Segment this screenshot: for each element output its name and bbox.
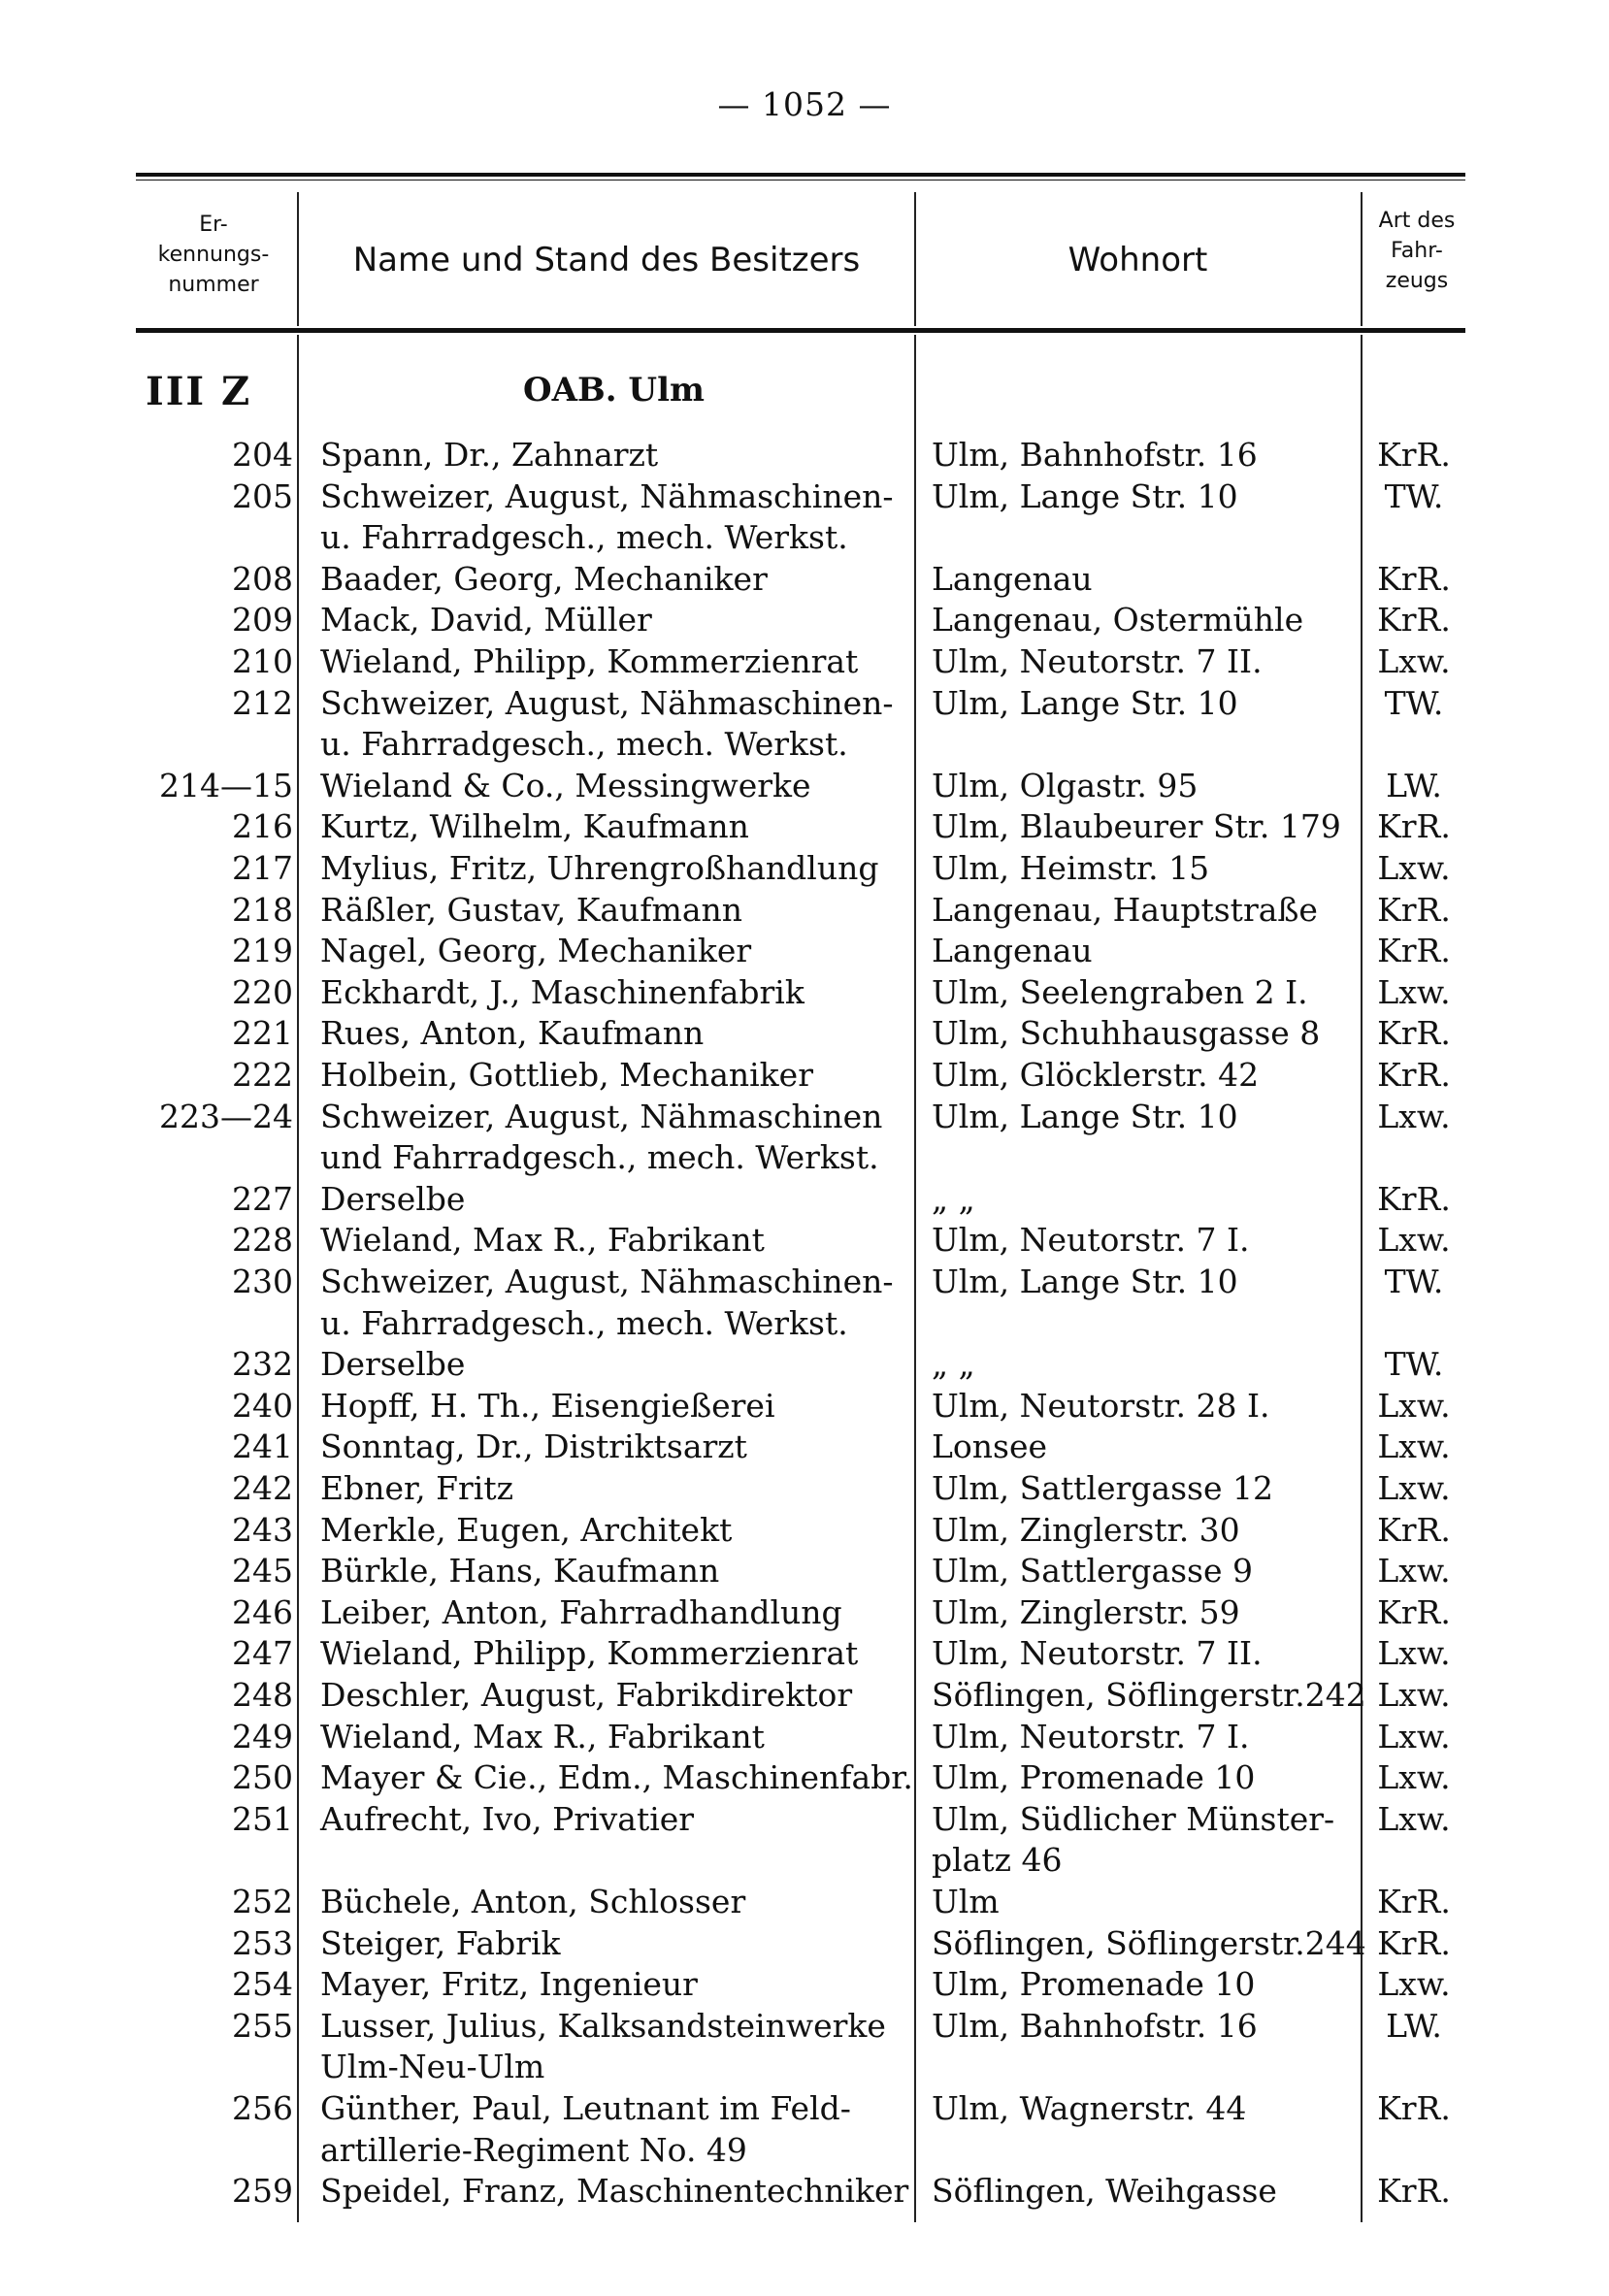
table-row [0, 600, 1609, 640]
table-row [0, 1757, 1609, 1798]
cell-number: 249 [232, 1717, 293, 1755]
table-row [0, 766, 1609, 806]
cell-art: KrR. [1377, 2089, 1451, 2127]
cell-name: Spann, Dr., Zahnarzt [320, 436, 659, 474]
cell-art: KrR. [1377, 890, 1451, 929]
cell-art: Lxw. [1377, 1386, 1451, 1425]
cell-wohnort: Ulm, Neutorstr. 7 I. [932, 1221, 1250, 1260]
cell-number: 254 [232, 1965, 293, 2004]
cell-art: Lxw. [1377, 1758, 1451, 1797]
cell-name: Schweizer, August, Nähmaschinen- [320, 683, 894, 722]
table-row [0, 1964, 1609, 2005]
table-row [0, 1675, 1609, 1716]
cell-name: Derselbe [320, 1345, 466, 1384]
cell-wohnort: Ulm, Sattlergasse 12 [932, 1469, 1273, 1507]
cell-art: Lxw. [1377, 1097, 1451, 1135]
cell-name: Schweizer, August, Nähmaschinen [320, 1097, 883, 1135]
cell-name: Deschler, August, Fabrikdirektor [320, 1676, 853, 1714]
cell-wohnort: Ulm, Wagnerstr. 44 [932, 2089, 1247, 2127]
cell-number: 221 [232, 1014, 293, 1053]
cell-name: Mayer, Fritz, Ingenieur [320, 1965, 698, 2004]
cell-wohnort: Söflingen, Söflingerstr.244 [932, 1923, 1366, 1962]
table-row [0, 1262, 1609, 1302]
cell-number: 208 [232, 559, 293, 598]
cell-art: Lxw. [1377, 972, 1451, 1011]
cell-number: 212 [232, 683, 293, 722]
cell-name: Rues, Anton, Kaufmann [320, 1014, 705, 1053]
cell-wohnort: Ulm, Schuhhausgasse 8 [932, 1014, 1321, 1053]
cell-name: Büchele, Anton, Schlosser [320, 1883, 746, 1920]
cell-number: 220 [232, 972, 293, 1011]
cell-number: 205 [232, 476, 293, 515]
cell-name: Mylius, Fritz, Uhrengroßhandlung [320, 849, 879, 887]
cell-name: Derselbe [320, 1179, 466, 1218]
table-row [0, 1882, 1609, 1922]
cell-wohnort: Ulm, Lange Str. 10 [932, 1263, 1238, 1300]
table-row [0, 1840, 1609, 1881]
cell-number: 228 [232, 1221, 293, 1260]
cell-wohnort: Ulm, Neutorstr. 7 I. [932, 1717, 1250, 1755]
cell-art: KrR. [1377, 436, 1451, 474]
cell-art: KrR. [1377, 1883, 1451, 1920]
cell-number: 240 [232, 1386, 293, 1425]
cell-art: KrR. [1377, 807, 1451, 846]
cell-name: Ebner, Fritz [320, 1469, 513, 1507]
cell-name: Wieland, Max R., Fabrikant [320, 1717, 765, 1755]
cell-name: Eckhardt, J., Maschinenfabrik [320, 972, 804, 1011]
table-row [0, 1137, 1609, 1178]
header-col-art-line2: Fahr- [1391, 239, 1443, 263]
cell-number: 209 [232, 601, 293, 640]
cell-art: TW. [1384, 683, 1444, 722]
cell-number: 227 [232, 1179, 293, 1218]
cell-art: LW. [1386, 766, 1442, 804]
header-col-art-line1: Art des [1378, 209, 1456, 233]
cell-art: KrR. [1377, 1014, 1451, 1053]
table-row [0, 1427, 1609, 1467]
cell-art: Lxw. [1377, 849, 1451, 887]
cell-wohnort: Ulm, Bahnhofstr. 16 [932, 436, 1258, 474]
cell-wohnort: Ulm, Bahnhofstr. 16 [932, 2006, 1258, 2045]
cell-number: 253 [232, 1923, 293, 1962]
table-row [0, 1468, 1609, 1509]
cell-number: 230 [232, 1263, 293, 1300]
cell-name: Leiber, Anton, Fahrradhandlung [320, 1592, 842, 1631]
cell-wohnort: Ulm, Blaubeurer Str. 179 [932, 807, 1341, 846]
cell-wohnort: „ „ [932, 1345, 975, 1384]
cell-name: Steiger, Fabrik [320, 1923, 561, 1962]
header-col-number-line3: nummer [168, 273, 259, 297]
cell-art: LW. [1386, 2006, 1442, 2045]
table-row [0, 1633, 1609, 1674]
table-row [0, 2047, 1609, 2087]
table-row [0, 683, 1609, 724]
cell-art: KrR. [1377, 559, 1451, 598]
header-col-wohnort: Wohnort [1067, 241, 1208, 279]
cell-wohnort: Söflingen, Weihgasse [932, 2172, 1277, 2211]
cell-wohnort: Ulm, Neutorstr. 28 I. [932, 1386, 1270, 1425]
cell-wohnort: Langenau [932, 559, 1093, 598]
cell-name: und Fahrradgesch., mech. Werkst. [320, 1138, 879, 1177]
cell-number: 218 [232, 890, 293, 929]
table-row [0, 1510, 1609, 1551]
cell-number: 232 [232, 1345, 293, 1384]
cell-name: Schweizer, August, Nähmaschinen- [320, 476, 894, 515]
cell-name: Wieland, Philipp, Kommerzienrat [320, 1634, 859, 1673]
cell-wohnort: Ulm, Promenade 10 [932, 1965, 1256, 2004]
table-row [0, 517, 1609, 558]
table-row [0, 806, 1609, 847]
header-col-number-line1: Er- [199, 213, 228, 237]
header-col-art-line3: zeugs [1385, 269, 1449, 293]
cell-wohnort: Ulm, Promenade 10 [932, 1758, 1256, 1797]
cell-number: 252 [232, 1883, 293, 1920]
cell-number: 216 [232, 807, 293, 846]
cell-wohnort: Ulm, Lange Str. 10 [932, 1097, 1238, 1135]
table-row [0, 1013, 1609, 1054]
cell-wohnort: Langenau, Hauptstraße [932, 890, 1318, 929]
cell-art: Lxw. [1377, 1634, 1451, 1673]
cell-art: KrR. [1377, 601, 1451, 640]
cell-name: Mack, David, Müller [320, 601, 652, 640]
table-row [0, 641, 1609, 682]
table-row [0, 476, 1609, 517]
cell-wohnort: Langenau, Ostermühle [932, 601, 1304, 640]
cell-name: Baader, Georg, Mechaniker [320, 559, 768, 598]
cell-name: Räßler, Gustav, Kaufmann [320, 890, 742, 929]
cell-number: 259 [232, 2172, 293, 2211]
cell-name: Sonntag, Dr., Distriktsarzt [320, 1427, 747, 1466]
table-row [0, 1923, 1609, 1964]
cell-name: Nagel, Georg, Mechaniker [320, 932, 752, 970]
cell-art: Lxw. [1377, 1469, 1451, 1507]
table-row [0, 972, 1609, 1013]
cell-art: KrR. [1377, 1510, 1451, 1549]
cell-art: TW. [1384, 1263, 1444, 1300]
cell-wohnort: Lonsee [932, 1427, 1048, 1466]
cell-name: Ulm-Neu-Ulm [320, 2048, 545, 2086]
cell-name: Hopff, H. Th., Eisengießerei [320, 1386, 775, 1425]
cell-art: Lxw. [1377, 1676, 1451, 1714]
cell-number: 247 [232, 1634, 293, 1673]
cell-art: KrR. [1377, 1056, 1451, 1094]
table-row [0, 1592, 1609, 1633]
cell-number: 210 [232, 642, 293, 680]
table-row [0, 1303, 1609, 1344]
table-row [0, 2130, 1609, 2171]
cell-name: Speidel, Franz, Maschinentechniker [320, 2172, 909, 2211]
table-row [0, 724, 1609, 765]
table-row [0, 2088, 1609, 2129]
cell-art: TW. [1384, 476, 1444, 515]
cell-number: 214—15 [159, 766, 293, 804]
cell-art: KrR. [1377, 1923, 1451, 1962]
cell-name: Wieland & Co., Messingwerke [320, 766, 811, 804]
table-row [0, 890, 1609, 931]
cell-art: Lxw. [1377, 1799, 1451, 1838]
cell-name: u. Fahrradgesch., mech. Werkst. [320, 725, 848, 764]
cell-wohnort: Ulm, Lange Str. 10 [932, 683, 1238, 722]
cell-name: Bürkle, Hans, Kaufmann [320, 1552, 720, 1591]
table-row [0, 931, 1609, 971]
table-row [0, 1097, 1609, 1137]
cell-number: 255 [232, 2006, 293, 2045]
cell-name: Mayer & Cie., Edm., Maschinenfabr. [320, 1758, 913, 1797]
cell-number: 242 [232, 1469, 293, 1507]
table-row [0, 1344, 1609, 1385]
cell-wohnort: Ulm, Zinglerstr. 59 [932, 1592, 1240, 1631]
cell-name: Lusser, Julius, Kalksandsteinwerke [320, 2006, 886, 2045]
section-code: III Z [146, 369, 252, 414]
cell-name: u. Fahrradgesch., mech. Werkst. [320, 1303, 848, 1342]
cell-wohnort: Ulm, Lange Str. 10 [932, 476, 1238, 515]
table-row [0, 1055, 1609, 1096]
cell-number: 217 [232, 849, 293, 887]
cell-name: Kurtz, Wilhelm, Kaufmann [320, 807, 749, 846]
table-row [0, 2171, 1609, 2212]
cell-art: KrR. [1377, 1592, 1451, 1631]
table-row [0, 848, 1609, 889]
cell-name: Schweizer, August, Nähmaschinen- [320, 1263, 894, 1300]
table-row [0, 1551, 1609, 1591]
cell-art: Lxw. [1377, 1427, 1451, 1466]
cell-art: Lxw. [1377, 1717, 1451, 1755]
cell-wohnort: Ulm, Neutorstr. 7 II. [932, 1634, 1263, 1673]
cell-wohnort: Ulm, Seelengraben 2 I. [932, 972, 1308, 1011]
cell-art: KrR. [1377, 932, 1451, 970]
header-col-name: Name und Stand des Besitzers [352, 241, 861, 279]
cell-wohnort: „ „ [932, 1179, 975, 1218]
cell-wohnort: Ulm, Südlicher Münster- [932, 1799, 1335, 1838]
cell-number: 243 [232, 1510, 293, 1549]
header-col-number-line2: kennungs- [157, 243, 270, 267]
cell-number: 245 [232, 1552, 293, 1591]
cell-art: Lxw. [1377, 1221, 1451, 1260]
table-row [0, 1220, 1609, 1261]
table-row [0, 1179, 1609, 1220]
cell-wohnort: Ulm [932, 1883, 1000, 1920]
cell-art: KrR. [1377, 2172, 1451, 2211]
cell-name: artillerie-Regiment No. 49 [320, 2130, 747, 2169]
cell-number: 248 [232, 1676, 293, 1714]
table-row [0, 1799, 1609, 1840]
table-row [0, 1717, 1609, 1757]
table-row [0, 559, 1609, 600]
cell-art: Lxw. [1377, 642, 1451, 680]
cell-number: 219 [232, 932, 293, 970]
cell-wohnort: Ulm, Zinglerstr. 30 [932, 1510, 1240, 1549]
cell-wohnort: platz 46 [932, 1841, 1063, 1880]
cell-number: 223—24 [159, 1097, 293, 1135]
cell-number: 222 [232, 1056, 293, 1094]
page-number: — 1052 — [717, 85, 892, 123]
cell-name: Wieland, Philipp, Kommerzienrat [320, 642, 859, 680]
cell-wohnort: Ulm, Olgastr. 95 [932, 766, 1199, 804]
cell-wohnort: Ulm, Sattlergasse 9 [932, 1552, 1253, 1591]
cell-wohnort: Ulm, Neutorstr. 7 II. [932, 642, 1263, 680]
cell-art: TW. [1384, 1345, 1444, 1384]
cell-number: 246 [232, 1592, 293, 1631]
cell-name: Wieland, Max R., Fabrikant [320, 1221, 765, 1260]
cell-number: 204 [232, 436, 293, 474]
cell-wohnort: Söflingen, Söflingerstr.242 [932, 1676, 1366, 1714]
table-row [0, 435, 1609, 476]
cell-wohnort: Ulm, Glöcklerstr. 42 [932, 1056, 1260, 1094]
cell-number: 256 [232, 2089, 293, 2127]
cell-wohnort: Langenau [932, 932, 1093, 970]
cell-art: KrR. [1377, 1179, 1451, 1218]
cell-name: Aufrecht, Ivo, Privatier [320, 1799, 695, 1838]
cell-name: Merkle, Eugen, Architekt [320, 1510, 733, 1549]
table-row [0, 2006, 1609, 2047]
cell-name: Holbein, Gottlieb, Mechaniker [320, 1056, 813, 1094]
cell-number: 241 [232, 1427, 293, 1466]
cell-name: Günther, Paul, Leutnant im Feld- [320, 2089, 851, 2127]
cell-wohnort: Ulm, Heimstr. 15 [932, 849, 1210, 887]
cell-art: Lxw. [1377, 1965, 1451, 2004]
cell-number: 250 [232, 1758, 293, 1797]
cell-art: Lxw. [1377, 1552, 1451, 1591]
section-title: OAB. Ulm [523, 371, 705, 410]
cell-number: 251 [232, 1799, 293, 1838]
table-row [0, 1386, 1609, 1427]
cell-name: u. Fahrradgesch., mech. Werkst. [320, 518, 848, 557]
